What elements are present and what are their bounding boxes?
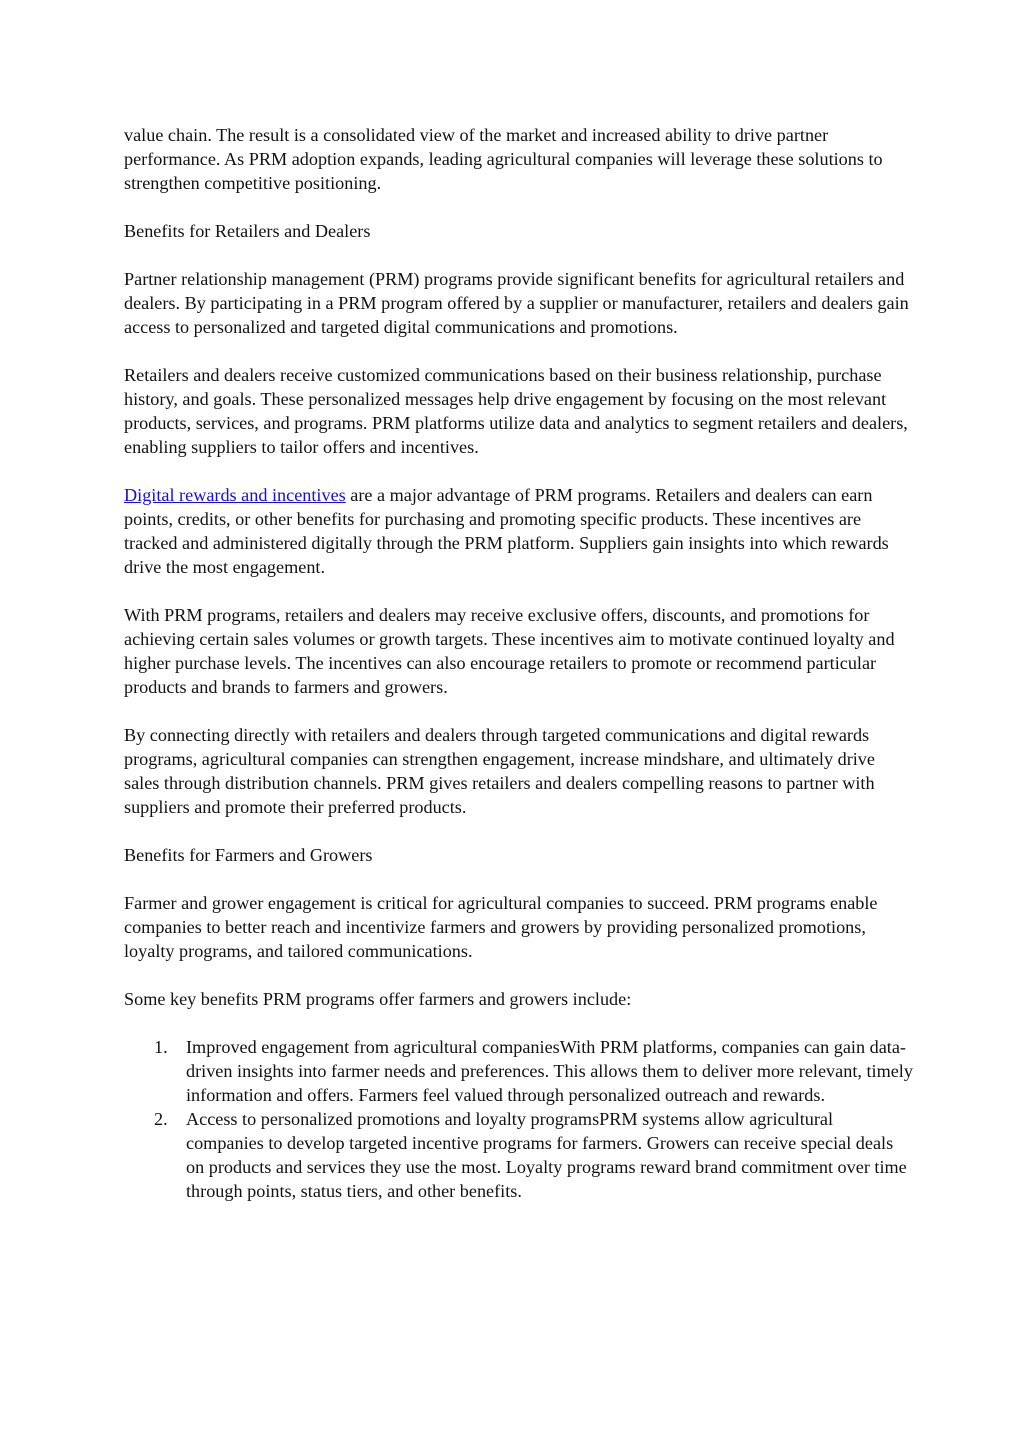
paragraph-retailers-prm-overview: Partner relationship management (PRM) programs provide significant benefits for agricultural retailers and dealers. By participating in a PRM program offered by a supplier or manufacturer, retailers and dealers gain access to personalized and targeted digital communications and promotions. [124, 269, 909, 337]
list-item-text: Access to personalized promotions and loyalty programsPRM systems allow agricultural companies to develop targeted incentive programs for farmers. Growers can receive special deals on products and services they use the most. Loyalty programs reward brand commitment over time through points, status tiers, and other benefits. [186, 1109, 907, 1201]
paragraph-intro: value chain. The result is a consolidated view of the market and increased ability to drive partner performance. As PRM adoption expands, leading agricultural companies will leverage these solutions to strengthen competitive positioning. [124, 125, 883, 193]
heading-farmers-growers: Benefits for Farmers and Growers [124, 845, 373, 865]
digital-rewards-link[interactable]: Digital rewards and incentives [124, 485, 346, 505]
paragraph-retailers-exclusive-offers: With PRM programs, retailers and dealers may receive exclusive offers, discounts, and promotions for achieving certain sales volumes or growth targets. These incentives aim to motivate continued loyalty and higher purchase levels. The incentives can also encourage retailers to promote or recommend particular products and brands to farmers and growers. [124, 605, 895, 697]
list-item-number: 1. [154, 1037, 168, 1057]
list-item [154, 1107, 914, 1203]
heading-retailers-dealers: Benefits for Retailers and Dealers [124, 221, 371, 241]
document-body [124, 123, 914, 1203]
benefits-list [124, 1035, 914, 1203]
list-item-text: Improved engagement from agricultural companiesWith PRM platforms, companies can gain data-driven insights into farmer needs and preferences. This allows them to deliver more relevant, timely information and offers. Farmers feel valued through personalized outreach and rewards. [186, 1037, 913, 1105]
paragraph-retailers-digital-rewards-text: are a major advantage of PRM programs. Retailers and dealers can earn points, credits, or other benefits for purchasing and promoting specific products. These incentives are tracked and administered digitally through the PRM platform. Suppliers gain insights into which rewards drive the most engagement. [124, 485, 889, 577]
list-item [154, 1035, 914, 1107]
paragraph-farmers-key-benefits-intro: Some key benefits PRM programs offer farmers and growers include: [124, 989, 632, 1009]
paragraph-farmers-engagement: Farmer and grower engagement is critical for agricultural companies to succeed. PRM programs enable companies to better reach and incentivize farmers and growers by providing personalized promotions, loyalty programs, and tailored communications. [124, 893, 878, 961]
list-item-number: 2. [154, 1109, 168, 1129]
paragraph-retailers-customized-communications: Retailers and dealers receive customized communications based on their business relationship, purchase history, and goals. These personalized messages help drive engagement by focusing on the most relevant products, services, and programs. PRM platforms utilize data and analytics to segment retailers and dealers, enabling suppliers to tailor offers and incentives. [124, 365, 908, 457]
paragraph-retailers-digital-rewards [124, 483, 914, 579]
paragraph-retailers-connecting: By connecting directly with retailers and dealers through targeted communications and digital rewards programs, agricultural companies can strengthen engagement, increase mindshare, and ultimately drive sales through distribution channels. PRM gives retailers and dealers compelling reasons to partner with suppliers and promote their preferred products. [124, 725, 875, 817]
